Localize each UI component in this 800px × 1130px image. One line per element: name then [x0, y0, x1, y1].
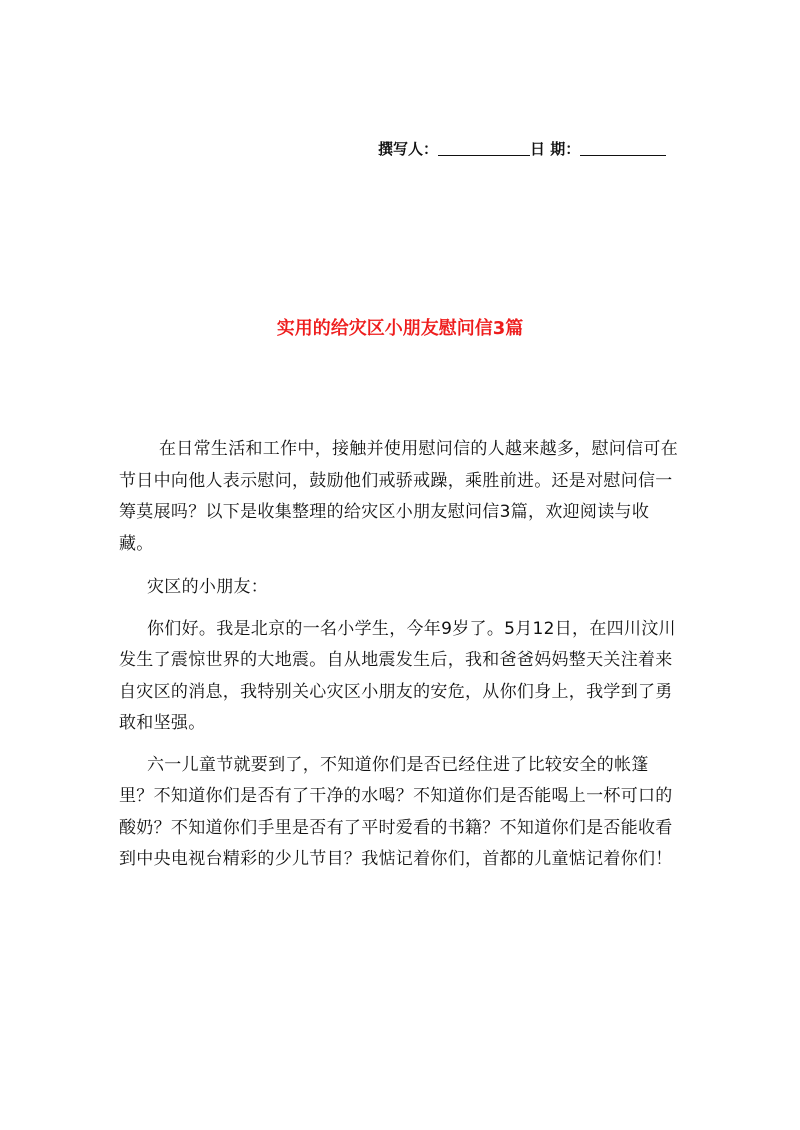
document-body [119, 434, 683, 876]
date-blank [580, 141, 666, 156]
greeting-paragraph: 灾区的小朋友： [147, 577, 269, 597]
body-paragraph-1: 你们好。我是北京的一名小学生，今年9岁了。5月12日，在四川汶川发生了震惊世界的大地震。自从地震发生后，我和爸爸妈妈整天关注着来自灾区的消息，我特别关心灾区小朋友的安危，从你们身上，我学到了勇敢和坚强。 [119, 618, 676, 733]
body-paragraph-2: 六一儿童节就要到了，不知道你们是否已经住进了比较安全的帐篷里？不知道你们是否有了干净的水喝？不知道你们是否能喝上一杯可口的酸奶？不知道你们手里是否有了平时爱看的书籍？不知道你们是否能收看到中央电视台精彩的少儿节目？我惦记着你们，首都的儿童惦记着你们！ [119, 754, 673, 869]
intro-paragraph: 在日常生活和工作中，接触并使用慰问信的人越来越多，慰问信可在节日中向他人表示慰问，鼓励他们戒骄戒躁，乘胜前进。还是对慰问信一筹莫展吗？以下是收集整理的给灾区小朋友慰问信3篇，欢迎阅读与收藏。 [119, 439, 678, 554]
date-label: 日 期： [530, 140, 581, 158]
author-blank [438, 141, 530, 156]
document-title: 实用的给灾区小朋友慰问信3篇 [276, 318, 524, 339]
author-date-line [378, 138, 666, 159]
author-label: 撰写人： [378, 140, 439, 158]
